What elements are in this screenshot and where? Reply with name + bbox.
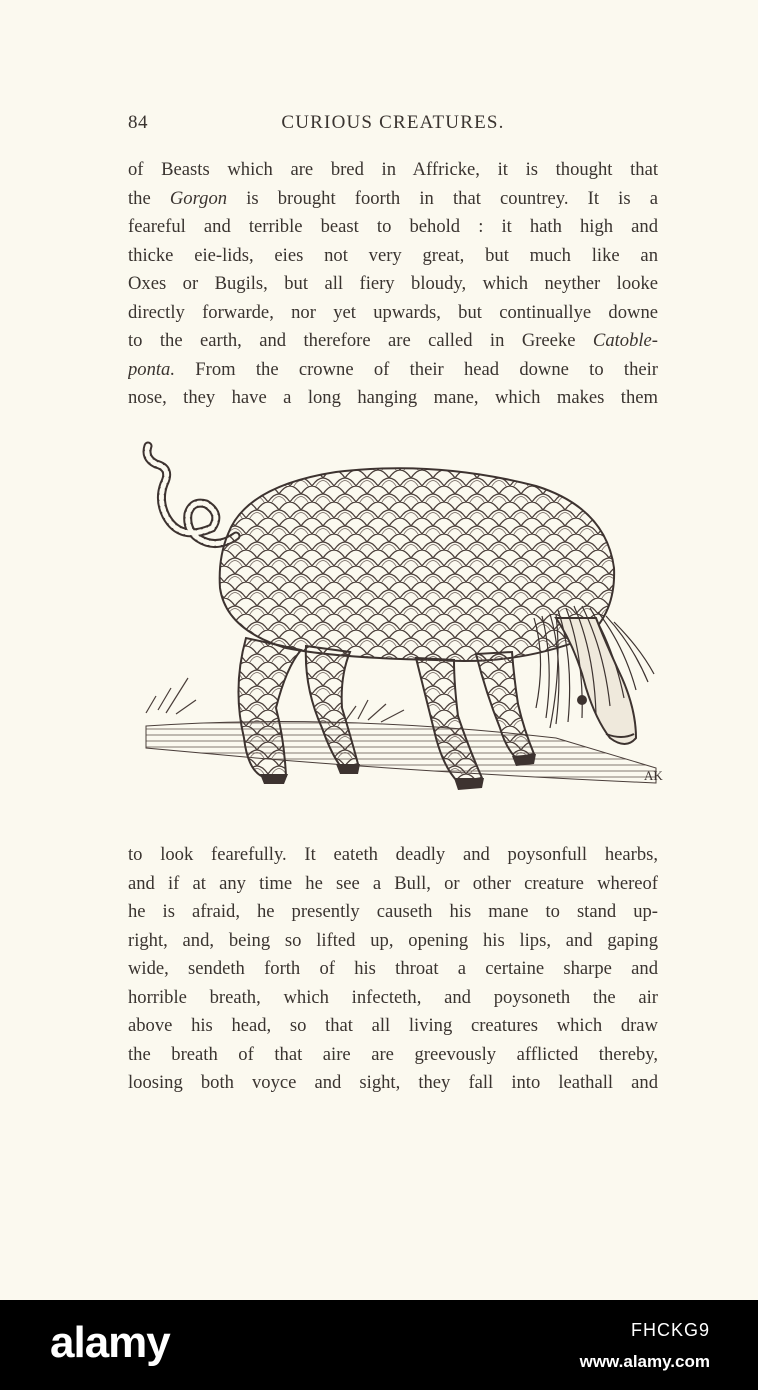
text-line: directly forwarde, nor yet upwards, but continuallye downe: [128, 301, 658, 323]
text-line: the breath of that aire are greevously afflicted thereby,: [128, 1043, 658, 1065]
text-line: nose, they have a long hanging mane, which makes them: [128, 387, 658, 408]
page-number: 84: [128, 112, 148, 133]
image-id: FHCKG9: [630, 1320, 710, 1340]
stock-watermark-bar: [0, 1300, 758, 1390]
text-line: above his head, so that all living creatures which draw: [128, 1015, 658, 1036]
scaled-beast-illustration: [136, 438, 666, 798]
text-line: of Beasts which are bred in Affricke, it is thought that: [128, 159, 658, 180]
text-line: to the earth, and therefore are called in Greeke Catoble-: [128, 330, 658, 351]
page-header: [128, 112, 658, 142]
running-head: CURIOUS CREATURES.: [281, 112, 505, 133]
alamy-logo: alamy: [50, 1318, 170, 1367]
site-url[interactable]: www.alamy.com: [579, 1352, 710, 1371]
text-line: the Gorgon is brought foorth in that countrey. It is a: [128, 187, 658, 209]
text-line: loosing both voyce and sight, they fall into leathall and: [128, 1072, 658, 1093]
text-line: ponta. From the crowne of their head downe to their: [128, 358, 658, 380]
text-line: horrible breath, which infecteth, and poysoneth the air: [128, 986, 658, 1008]
woodcut-illustration: [136, 438, 666, 798]
text-line: right, and, being so lifted up, opening his lips, and gaping: [128, 929, 658, 951]
artist-monogram: AK: [644, 768, 663, 783]
text-line: to look fearefully. It eateth deadly and poysonfull hearbs,: [128, 844, 658, 865]
text-line: he is afraid, he presently causeth his mane to stand up-: [128, 901, 658, 922]
text-line: feareful and terrible beast to behold : it hath high and: [128, 216, 658, 237]
text-line: Oxes or Bugils, but all fiery bloudy, which neyther looke: [128, 273, 658, 294]
text-line: wide, sendeth forth of his throat a certaine sharpe and: [128, 958, 658, 979]
text-line: thicke eie-lids, eies not very great, but much like an: [128, 244, 658, 266]
paragraph-top: [128, 156, 658, 413]
paragraph-bottom: [128, 841, 658, 1098]
text-line: and if at any time he see a Bull, or other creature whereof: [128, 872, 658, 894]
